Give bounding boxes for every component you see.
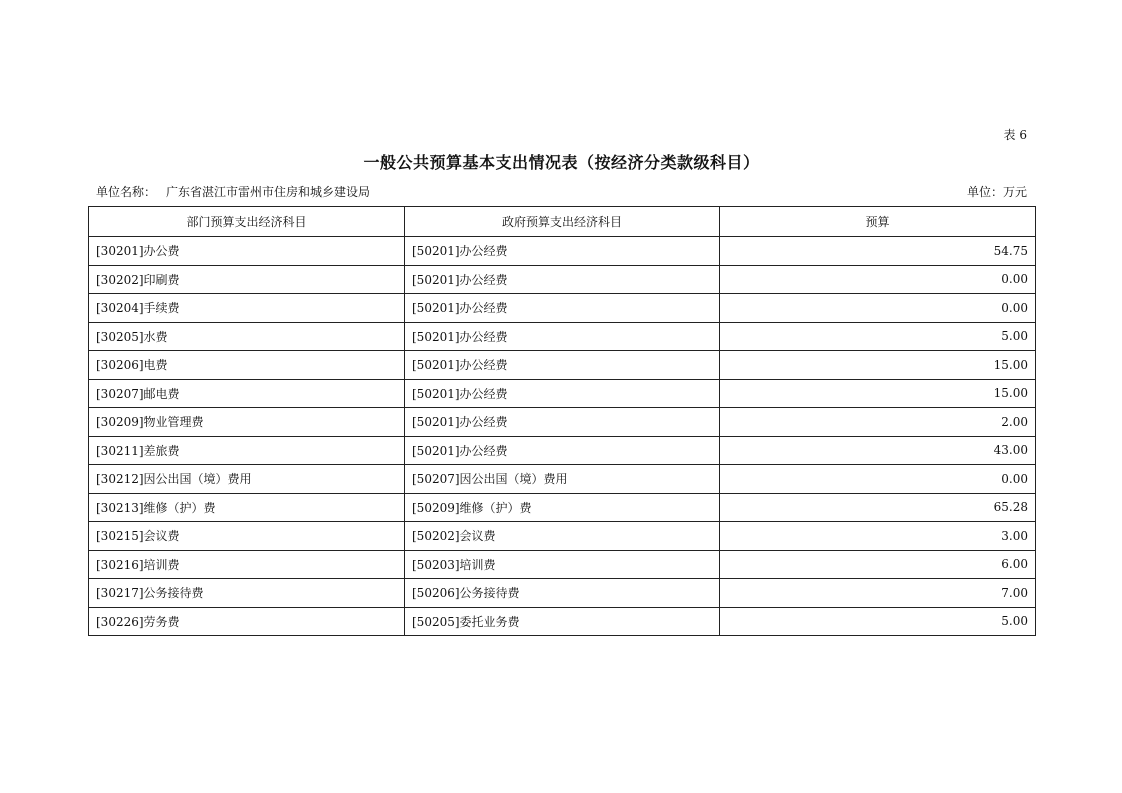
gov-item-cell: [50209]维修（护）费 [405,493,720,522]
table-row [89,465,1036,494]
dept-item-cell: [30205]水费 [89,322,405,351]
unit-name-label: 单位名称： [96,185,157,199]
gov-item-cell: [50201]办公经费 [405,351,720,380]
column-header-gov-item: 政府预算支出经济科目 [405,207,720,237]
table-row [89,265,1036,294]
table-row [89,294,1036,323]
budget-amount-cell: 15.00 [720,379,1036,408]
budget-amount-cell: 43.00 [720,436,1036,465]
budget-amount-cell: 5.00 [720,607,1036,636]
column-header-budget: 预算 [720,207,1036,237]
budget-amount-cell: 15.00 [720,351,1036,380]
gov-item-cell: [50201]办公经费 [405,294,720,323]
dept-item-cell: [30207]邮电费 [89,379,405,408]
table-row [89,522,1036,551]
dept-item-cell: [30211]差旅费 [89,436,405,465]
budget-amount-cell: 6.00 [720,550,1036,579]
column-header-dept-item: 部门预算支出经济科目 [89,207,405,237]
budget-amount-cell: 3.00 [720,522,1036,551]
gov-item-cell: [50203]培训费 [405,550,720,579]
budget-amount-cell: 5.00 [720,322,1036,351]
unit-info-line [96,184,1027,200]
dept-item-cell: [30216]培训费 [89,550,405,579]
gov-item-cell: [50201]办公经费 [405,237,720,266]
table-row [89,579,1036,608]
gov-item-cell: [50201]办公经费 [405,436,720,465]
table-number: 表 6 [1003,128,1027,142]
currency-unit: 单位：万元 [966,185,1027,199]
table-row [89,351,1036,380]
dept-item-cell: [30213]维修（护）费 [89,493,405,522]
table-header-row [89,207,1036,237]
budget-amount-cell: 7.00 [720,579,1036,608]
budget-amount-cell: 54.75 [720,237,1036,266]
gov-item-cell: [50202]会议费 [405,522,720,551]
budget-amount-cell: 2.00 [720,408,1036,437]
dept-item-cell: [30206]电费 [89,351,405,380]
dept-item-cell: [30215]会议费 [89,522,405,551]
table-row [89,379,1036,408]
dept-item-cell: [30226]劳务费 [89,607,405,636]
unit-name-group [96,184,370,200]
gov-item-cell: [50201]办公经费 [405,322,720,351]
dept-item-cell: [30209]物业管理费 [89,408,405,437]
gov-item-cell: [50207]因公出国（境）费用 [405,465,720,494]
budget-amount-cell: 0.00 [720,465,1036,494]
table-row [89,436,1036,465]
dept-item-cell: [30201]办公费 [89,237,405,266]
dept-item-cell: [30217]公务接待费 [89,579,405,608]
table-row [89,237,1036,266]
dept-item-cell: [30202]印刷费 [89,265,405,294]
gov-item-cell: [50201]办公经费 [405,379,720,408]
gov-item-cell: [50201]办公经费 [405,265,720,294]
gov-item-cell: [50206]公务接待费 [405,579,720,608]
table-row [89,322,1036,351]
table-row [89,408,1036,437]
budget-amount-cell: 0.00 [720,265,1036,294]
budget-amount-cell: 65.28 [720,493,1036,522]
table-row [89,493,1036,522]
budget-table [88,206,1036,636]
gov-item-cell: [50201]办公经费 [405,408,720,437]
table-row [89,607,1036,636]
dept-item-cell: [30212]因公出国（境）费用 [89,465,405,494]
table-row [89,550,1036,579]
document-title: 一般公共预算基本支出情况表（按经济分类款级科目） [363,153,760,172]
gov-item-cell: [50205]委托业务费 [405,607,720,636]
budget-amount-cell: 0.00 [720,294,1036,323]
unit-name: 广东省湛江市雷州市住房和城乡建设局 [166,185,371,199]
dept-item-cell: [30204]手续费 [89,294,405,323]
